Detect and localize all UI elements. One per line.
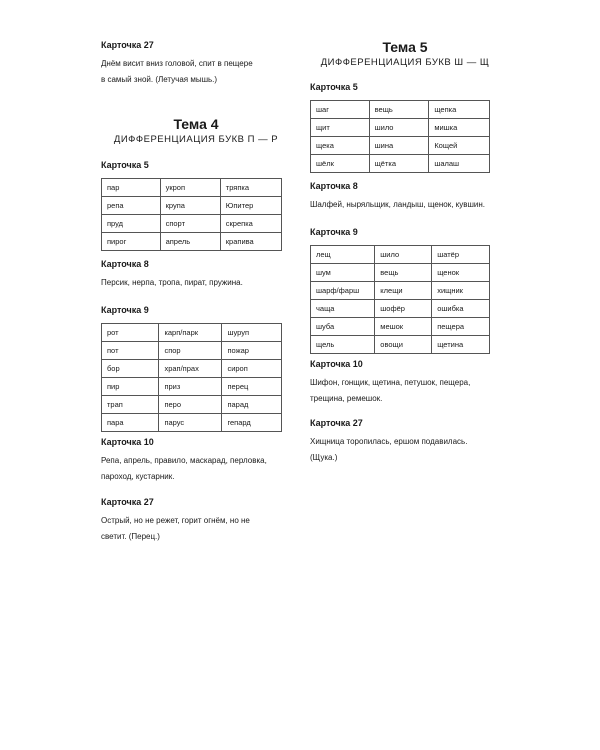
card-text-line: Острый, но не режет, горит огнём, но не — [101, 516, 250, 525]
table-cell: пруд — [102, 215, 161, 233]
table-row — [102, 197, 282, 215]
table-cell: мишка — [429, 119, 490, 137]
table-cell: шатёр — [432, 246, 490, 264]
table-row — [311, 282, 490, 300]
card-title: Карточка 27 — [101, 40, 154, 50]
table-row — [102, 414, 282, 432]
theme-4-heading — [101, 116, 291, 145]
table-row — [102, 378, 282, 396]
table-row — [102, 215, 282, 233]
table-cell: сироп — [222, 360, 282, 378]
card-text-line: Шифон, гонщик, щетина, петушок, пещера, — [310, 378, 471, 387]
table-cell: вещь — [369, 101, 429, 119]
table-row — [102, 396, 282, 414]
table-row — [311, 119, 490, 137]
card-title: Карточка 9 — [310, 227, 358, 237]
card-5-p-r — [101, 160, 291, 251]
table-cell: спор — [159, 342, 222, 360]
table-cell: клещи — [375, 282, 432, 300]
table-cell: щель — [311, 336, 375, 354]
table-row — [311, 336, 490, 354]
card-title: Карточка 5 — [310, 82, 358, 92]
card-title: Карточка 5 — [101, 160, 149, 170]
table-cell: щётка — [369, 155, 429, 173]
table-cell: овощи — [375, 336, 432, 354]
table-row — [311, 155, 490, 173]
table-cell: пара — [102, 414, 159, 432]
table-cell: щепка — [429, 101, 490, 119]
table-cell: лещ — [311, 246, 375, 264]
table-cell: апрель — [160, 233, 220, 251]
table-cell: хищник — [432, 282, 490, 300]
table-cell: шило — [369, 119, 429, 137]
table-cell: укроп — [160, 179, 220, 197]
word-table — [101, 323, 282, 432]
card-text-line: пароход, кустарник. — [101, 472, 175, 481]
table-row — [102, 342, 282, 360]
card-10-p-r — [101, 437, 291, 485]
card-8-p-r — [101, 259, 291, 291]
card-text-line: светит. (Перец.) — [101, 532, 160, 541]
table-cell: чаща — [311, 300, 375, 318]
card-title: Карточка 27 — [101, 497, 154, 507]
table-cell: шило — [375, 246, 432, 264]
table-row — [102, 324, 282, 342]
table-row — [311, 101, 490, 119]
card-title: Карточка 27 — [310, 418, 363, 428]
card-8-sh-shch — [310, 181, 500, 213]
table-cell: шина — [369, 137, 429, 155]
table-cell: перо — [159, 396, 222, 414]
table-cell: щит — [311, 119, 370, 137]
card-text-line: Репа, апрель, правило, маскарад, перловка, — [101, 456, 267, 465]
table-cell: репа — [102, 197, 161, 215]
table-cell: спорт — [160, 215, 220, 233]
table-cell: Кощей — [429, 137, 490, 155]
table-cell: бор — [102, 360, 159, 378]
card-10-sh-shch — [310, 359, 500, 407]
table-cell: парус — [159, 414, 222, 432]
table-cell: крапива — [220, 233, 281, 251]
table-cell: пещера — [432, 318, 490, 336]
table-cell: скрепка — [220, 215, 281, 233]
theme-subtitle: ДИФФЕРЕНЦИАЦИЯ БУКВ Ш — Щ — [320, 57, 490, 68]
word-table — [310, 245, 490, 354]
table-cell: пирог — [102, 233, 161, 251]
table-cell: пар — [102, 179, 161, 197]
table-cell: мешок — [375, 318, 432, 336]
word-table — [101, 178, 282, 251]
table-cell: шуба — [311, 318, 375, 336]
table-row — [102, 360, 282, 378]
card-text-line: Шалфей, ныряльщик, ландыш, щенок, кувшин. — [310, 200, 486, 209]
table-cell: крупа — [160, 197, 220, 215]
card-9-p-r — [101, 305, 291, 432]
card-title: Карточка 8 — [101, 259, 149, 269]
table-cell: шаг — [311, 101, 370, 119]
table-cell: тряпка — [220, 179, 281, 197]
card-text-line: Днём висит вниз головой, спит в пещере — [101, 59, 253, 68]
card-27-riddle-pepper — [101, 497, 291, 545]
table-row — [311, 300, 490, 318]
table-row — [102, 179, 282, 197]
card-title: Карточка 10 — [101, 437, 154, 447]
table-cell: шёлк — [311, 155, 370, 173]
table-cell: пот — [102, 342, 159, 360]
table-cell: рот — [102, 324, 159, 342]
table-cell: щека — [311, 137, 370, 155]
card-5-sh-shch — [310, 82, 500, 173]
table-cell: гепард — [222, 414, 282, 432]
card-27-riddle-pike — [310, 418, 500, 466]
table-cell: Юпитер — [220, 197, 281, 215]
table-row — [311, 137, 490, 155]
card-text-line: Персик, нерпа, тропа, пират, пружина. — [101, 278, 243, 287]
card-title: Карточка 8 — [310, 181, 358, 191]
table-cell: пожар — [222, 342, 282, 360]
card-title: Карточка 10 — [310, 359, 363, 369]
table-cell: щенок — [432, 264, 490, 282]
table-cell: шарф/фарш — [311, 282, 375, 300]
card-title: Карточка 9 — [101, 305, 149, 315]
table-row — [311, 264, 490, 282]
card-9-sh-shch — [310, 227, 500, 354]
table-row — [311, 318, 490, 336]
table-row — [102, 233, 282, 251]
table-cell: шофёр — [375, 300, 432, 318]
card-27-riddle-bat — [101, 40, 291, 88]
theme-title: Тема 5 — [382, 39, 428, 55]
card-text-line: Хищница торопилась, ершом подавилась. — [310, 437, 468, 446]
table-cell: шалаш — [429, 155, 490, 173]
table-row — [311, 246, 490, 264]
table-cell: парад — [222, 396, 282, 414]
word-table — [310, 100, 490, 173]
theme-title: Тема 4 — [173, 116, 219, 132]
table-cell: трап — [102, 396, 159, 414]
table-cell: храп/прах — [159, 360, 222, 378]
table-cell: щетина — [432, 336, 490, 354]
table-cell: перец — [222, 378, 282, 396]
card-text-line: (Щука.) — [310, 453, 338, 462]
card-text-line: в самый зной. (Летучая мышь.) — [101, 75, 218, 84]
table-cell: приз — [159, 378, 222, 396]
table-cell: вещь — [375, 264, 432, 282]
card-text-line: трещина, ремешок. — [310, 394, 383, 403]
table-cell: карп/парк — [159, 324, 222, 342]
table-cell: ошибка — [432, 300, 490, 318]
table-cell: шуруп — [222, 324, 282, 342]
table-cell: пир — [102, 378, 159, 396]
theme-5-heading — [310, 39, 500, 68]
theme-subtitle: ДИФФЕРЕНЦИАЦИЯ БУКВ П — Р — [113, 134, 279, 145]
table-cell: шум — [311, 264, 375, 282]
